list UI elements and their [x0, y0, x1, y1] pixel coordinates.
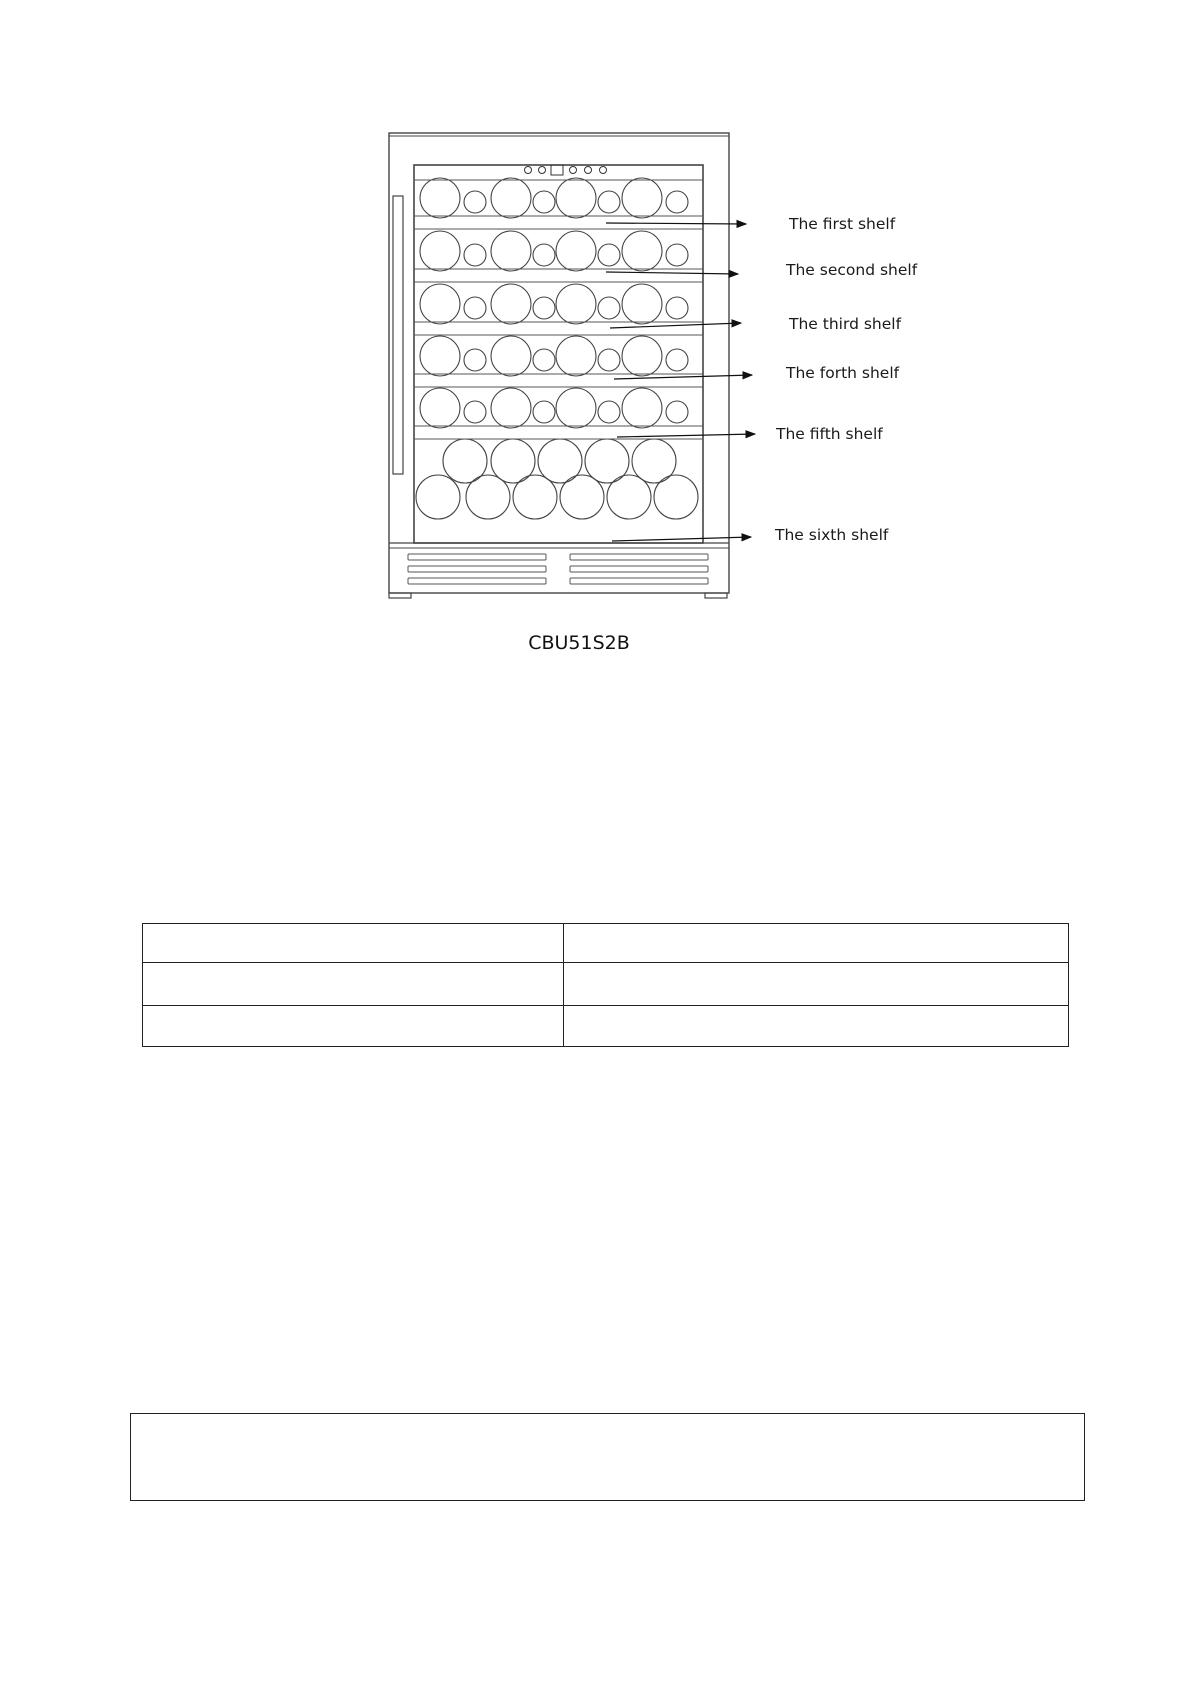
bottle-end	[560, 475, 604, 519]
bottle-end	[416, 475, 460, 519]
shelf-lines	[414, 180, 703, 439]
bottle-end	[464, 297, 486, 319]
shelf-label: The first shelf	[789, 215, 896, 233]
bottle-end	[420, 178, 460, 218]
bottle-end	[598, 349, 620, 371]
table-cell	[564, 963, 1069, 1006]
bottle-end	[533, 349, 555, 371]
foot-right	[705, 593, 727, 598]
model-label: CBU51S2B	[528, 632, 630, 654]
bottle-end	[598, 297, 620, 319]
table-cell	[143, 963, 564, 1006]
bottle-end	[666, 191, 688, 213]
spec-table	[142, 923, 1069, 1047]
bottle-end	[533, 191, 555, 213]
bottle-end	[556, 284, 596, 324]
callout-arrow	[612, 537, 751, 541]
control-button-icon	[525, 167, 532, 174]
bottle-end	[654, 475, 698, 519]
bottle-end	[622, 336, 662, 376]
bottle-end	[622, 231, 662, 271]
bottle-end	[622, 284, 662, 324]
table-row	[143, 1006, 1069, 1047]
control-button-icon	[539, 167, 546, 174]
bottle-end	[464, 244, 486, 266]
bottle-end	[666, 244, 688, 266]
bottle-end	[420, 231, 460, 271]
shelf-label: The third shelf	[789, 315, 902, 333]
bottle-end	[464, 401, 486, 423]
foot-left	[389, 593, 411, 598]
table-cell	[564, 924, 1069, 963]
shelf-label: The sixth shelf	[775, 526, 889, 544]
power-icon	[600, 167, 607, 174]
table-row	[143, 963, 1069, 1006]
bottle-end	[622, 388, 662, 428]
bottle-end	[666, 297, 688, 319]
bottle-end	[556, 388, 596, 428]
bottle-end	[598, 401, 620, 423]
table-cell	[564, 1006, 1069, 1047]
callout-arrow	[614, 375, 752, 379]
bottle-end	[556, 178, 596, 218]
bottle-end	[533, 244, 555, 266]
bottle-end	[464, 349, 486, 371]
bottle-end	[420, 284, 460, 324]
callout-arrow	[610, 323, 741, 328]
bottle-end	[491, 284, 531, 324]
display-icon	[551, 165, 563, 175]
bottle-end	[533, 401, 555, 423]
bottle-end	[420, 336, 460, 376]
table-row	[143, 924, 1069, 963]
callout-arrow	[617, 434, 755, 437]
wine-cooler-diagram	[0, 0, 1191, 700]
bottle-end	[513, 475, 557, 519]
bottle-end	[464, 191, 486, 213]
bottle-end	[491, 178, 531, 218]
bottle-end	[598, 191, 620, 213]
bottle-end	[491, 336, 531, 376]
shelf-label: The forth shelf	[786, 364, 900, 382]
bottle-end	[607, 475, 651, 519]
vent-grille	[408, 554, 708, 584]
control-button-icon	[585, 167, 592, 174]
bottle-end	[598, 244, 620, 266]
table-cell	[143, 924, 564, 963]
callout-arrow	[606, 272, 738, 274]
control-button-icon	[570, 167, 577, 174]
bottle-end	[556, 336, 596, 376]
bottle-end	[466, 475, 510, 519]
table-cell	[143, 1006, 564, 1047]
bottle-end	[533, 297, 555, 319]
bottle-end	[622, 178, 662, 218]
bottle-end	[491, 231, 531, 271]
bottle-end	[666, 401, 688, 423]
shelf-label: The second shelf	[786, 261, 918, 279]
callout-arrow	[606, 223, 746, 224]
door-handle	[393, 196, 403, 474]
bottle-end	[420, 388, 460, 428]
bottle-end	[666, 349, 688, 371]
control-panel	[525, 165, 607, 175]
shelf-label: The fifth shelf	[776, 425, 883, 443]
bottle-end	[556, 231, 596, 271]
bottle-end	[491, 388, 531, 428]
shelf-callouts	[606, 215, 918, 544]
note-box	[130, 1413, 1085, 1501]
